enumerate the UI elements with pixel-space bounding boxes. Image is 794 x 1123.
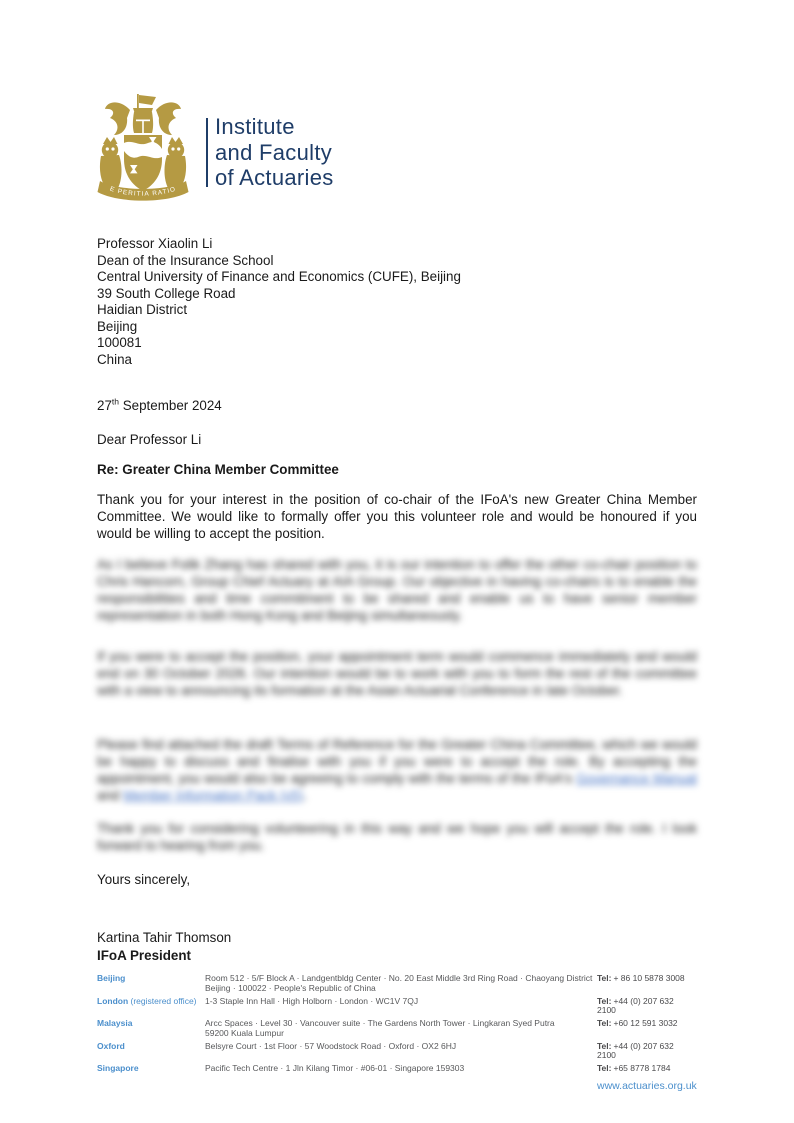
office-footer	[97, 973, 697, 1093]
office-address-line: Belsyre Court · 1st Floor · 57 Woodstock Road · Oxford · OX2 6HJ	[205, 1040, 457, 1051]
redacted-text: Please find attached the draft Terms of Reference for the Greater China Committee, which we would be happy to discuss and finalise with you if you were to accept the role. By accepting the appointment, you would also be agreeing to comply with the terms of the IFoA's	[97, 737, 697, 786]
tel-label: Tel:	[597, 1063, 612, 1074]
office-label: London	[97, 995, 129, 1006]
office-label: Beijing	[97, 973, 126, 983]
office-address-line: Pacific Tech Centre · 1 Jln Kilang Timor · #06-01 · Singapore 159303	[205, 1063, 465, 1074]
office-address-line: Arcc Spaces · Level 30 · Vancouver suite · The Gardens North Tower · Lingkaran Syed Putra	[205, 1018, 555, 1029]
recipient-line: 39 South College Road	[97, 285, 236, 301]
wordmark-line: of Actuaries	[215, 165, 334, 190]
website-link[interactable]: www.actuaries.org.uk	[597, 1080, 697, 1093]
office-address-line: Room 512 · 5/F Block A · Landgentbldg Center · No. 20 East Middle 3rd Ring Road · Chaoyang District	[205, 973, 593, 983]
ifoa-logo	[92, 93, 422, 205]
office-address-line: 59200 Kuala Lumpur	[205, 1027, 284, 1038]
office-address-line: Beijing · 100022 · People's Republic of China	[205, 982, 376, 993]
office-address-line: 1-3 Staple Inn Hall · High Holborn · London · WC1V 7QJ	[205, 995, 419, 1006]
date-month-year: September 2024	[119, 398, 222, 413]
tel-number: +60 12 591 3032	[613, 1018, 678, 1029]
recipient-address	[97, 236, 697, 368]
redacted-text: .	[303, 788, 307, 803]
office-label: Malaysia	[97, 1018, 133, 1029]
recipient-line: Central University of Finance and Economics (CUFE), Beijing	[97, 269, 461, 284]
office-label-suffix: (registered office)	[128, 995, 197, 1006]
tel-number: +65 8778 1784	[613, 1063, 671, 1074]
redacted-paragraph-term: If you were to accept the position, your appointment term would commence immediately and would end on 30 October 2026. Our intention would be to work with you to form the rest of the committee with a view to announcing its formation at the Asian Actuarial Conference in late October.	[97, 649, 697, 698]
tel-number: + 86 10 5878 3008	[613, 973, 685, 983]
footer-office-row-malaysia	[97, 1019, 694, 1038]
tel-number: +44 (0) 207 632 2100	[597, 995, 674, 1016]
recipient-line: China	[97, 351, 132, 367]
logo-divider	[206, 118, 208, 187]
footer-office-row-beijing	[97, 974, 694, 993]
footer-office-row-singapore	[97, 1064, 694, 1074]
wordmark-line: and Faculty	[215, 139, 333, 165]
subject-line: Re: Greater China Member Committee	[97, 462, 339, 477]
recipient-line: Dean of the Insurance School	[97, 252, 274, 268]
date-ordinal-suffix: th	[111, 396, 119, 407]
governance-manual-link[interactable]: Governance Manual	[576, 771, 697, 786]
ifoa-wordmark	[215, 114, 334, 191]
office-label: Singapore	[97, 1063, 139, 1074]
crest-motto: E PERITIA RATIO	[108, 185, 178, 198]
recipient-line: 100081	[97, 335, 142, 350]
recipient-line: Haidian District	[97, 302, 188, 317]
footer-office-row-london	[97, 997, 694, 1016]
tel-label: Tel:	[597, 995, 612, 1006]
redacted-paragraph-terms-of-reference	[97, 736, 697, 804]
tel-label: Tel:	[597, 1018, 612, 1029]
recipient-line: Beijing	[97, 318, 138, 334]
footer-office-row-oxford	[97, 1042, 694, 1061]
date-day: 27	[97, 398, 112, 413]
member-information-pack-link[interactable]: Member Information Pack (v5)	[123, 788, 304, 803]
paragraph-offer: Thank you for your interest in the position of co-chair of the IFoA's new Greater China Member Committee. We would like to formally offer you this volunteer role and would be honoured if you would be willing to accept the position.	[97, 492, 697, 541]
signature-block	[97, 929, 697, 964]
ifoa-crest-icon	[92, 93, 194, 205]
closing: Yours sincerely,	[97, 872, 191, 887]
wordmark-line: Institute	[215, 114, 295, 139]
office-label: Oxford	[97, 1040, 125, 1051]
tel-label: Tel:	[597, 1040, 612, 1051]
redacted-paragraph-cochair: As I believe Folik Zhang has shared with you, it is our intention to offer the other co-chair position to Chris Hancorn, Group Chief Actuary at AIA Group. Our objective in having co-chairs is to enable the responsibilities and time commitment to be shared and enable us to have senior member representation in both Hong Kong and Beijing simultaneously.	[97, 557, 697, 623]
tel-label: Tel:	[597, 973, 612, 983]
signer-name: Kartina Tahir Thomson	[97, 930, 232, 945]
salutation: Dear Professor Li	[97, 432, 202, 447]
tel-number: +44 (0) 207 632 2100	[597, 1040, 674, 1061]
signer-role: IFoA President	[97, 947, 191, 963]
letter-date	[97, 397, 697, 414]
recipient-line: Professor Xiaolin Li	[97, 236, 213, 251]
redacted-paragraph-thanks: Thank you for considering volunteering in this way and we hope you will accept the role. I look forward to hearing from you.	[97, 821, 697, 853]
redacted-text: and	[97, 788, 124, 803]
